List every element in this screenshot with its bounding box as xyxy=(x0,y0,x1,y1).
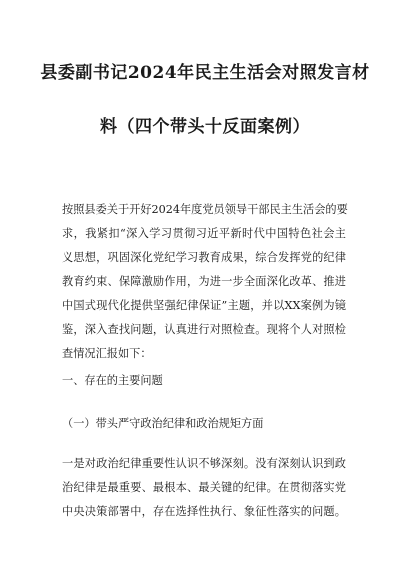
body-paragraph xyxy=(62,452,346,524)
intro-line: 按照县委关于开好2024年度党员领导干部民主生活会的要 xyxy=(62,203,348,216)
body-line: 一是对政治纪律重要性认识不够深刻。没有深刻认识到政 xyxy=(62,457,346,470)
intro-line: 查情况汇报如下： xyxy=(62,347,152,360)
intro-paragraph xyxy=(62,198,346,366)
section-heading: 一、存在的主要问题 xyxy=(62,374,163,387)
intro-line: 求，我紧扣“深入学习贯彻习近平新时代中国特色社会主 xyxy=(62,227,346,240)
document-title-line-1: 县委副书记2024年民主生活会对照发言材 xyxy=(40,63,370,83)
subsection-heading: （一）带头严守政治纪律和政治规矩方面 xyxy=(62,417,264,430)
intro-line: 义思想，巩固深化党纪学习教育成果，综合发挥党的纪律 xyxy=(62,251,346,264)
document-title-line-2: 料（四个带头十反面案例） xyxy=(100,117,310,137)
intro-line: 中国式现代化提供坚强纪律保证”主题，并以XX案例为镜 xyxy=(62,299,346,312)
intro-line: 教育约束、保障激励作用，为进一步全面深化改革、推进 xyxy=(62,275,346,288)
body-line: 治纪律是最重要、最根本、最关键的纪律。在贯彻落实党 xyxy=(62,481,346,494)
body-line: 中央决策部署中，存在选择性执行、象征性落实的问题。 xyxy=(62,505,346,518)
intro-line: 鉴，深入查找问题，认真进行对照检查。现将个人对照检 xyxy=(62,323,346,336)
